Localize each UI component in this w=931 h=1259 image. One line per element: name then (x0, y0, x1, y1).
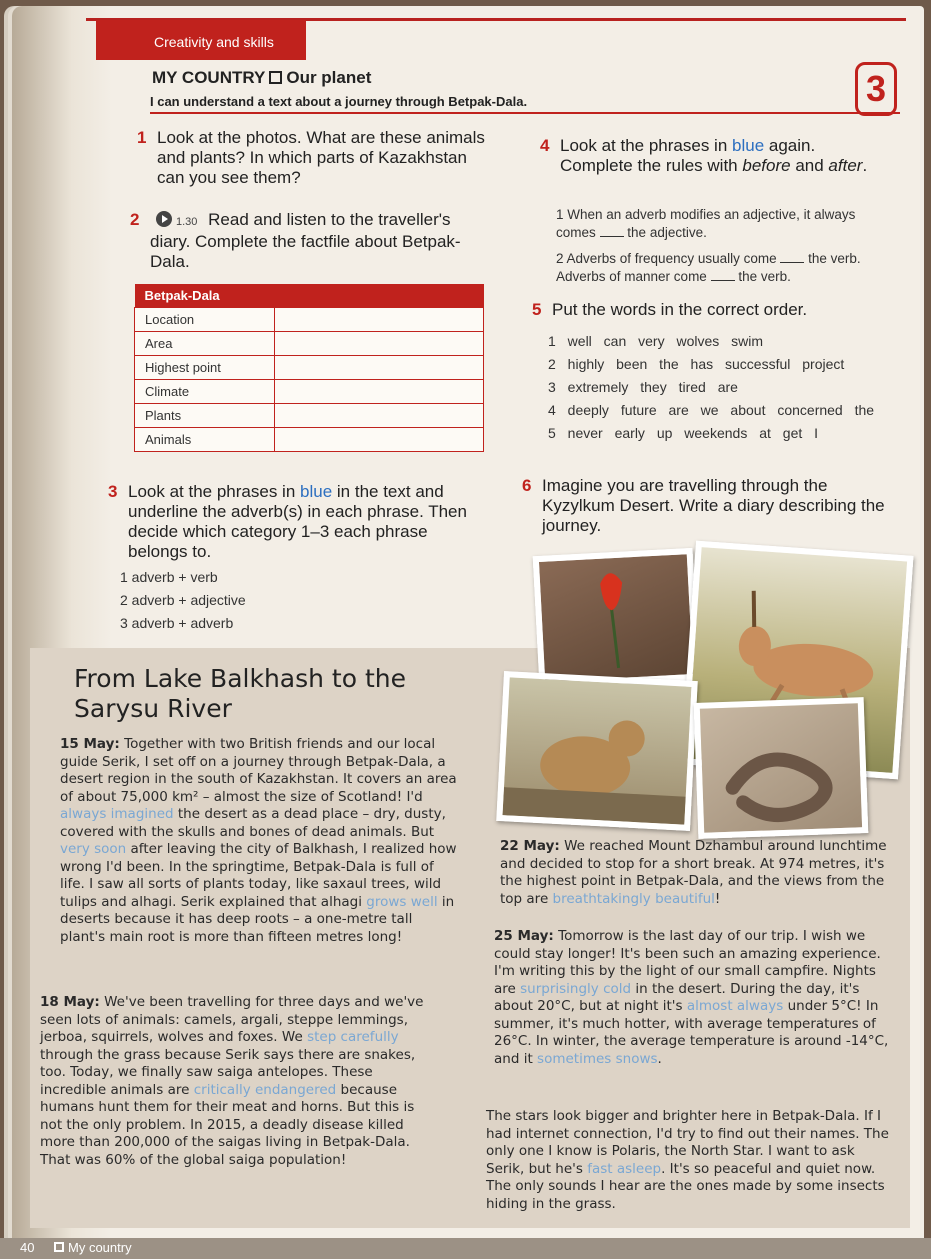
factfile-label: Location (135, 308, 275, 332)
exercise-3-text-a: Look at the phrases in (128, 482, 296, 501)
entry-text: under 5°C! In summer, it's much hotter, with average temperatures of 26°C. In winter, the average temperature is around -14°C, and it (494, 998, 889, 1067)
exercise-2-text: Read and listen to the traveller's diary. Complete the factfile about Betpak-Dala. (150, 210, 461, 271)
snake-icon (700, 703, 862, 832)
square-bullet-icon (269, 71, 282, 84)
rule-1 (556, 206, 896, 242)
diary-entry-15-may (60, 736, 458, 946)
factfile-label: Animals (135, 428, 275, 452)
entry-text: Tomorrow is the last day of our trip. I wish we could stay longer! It's been such an amazing experience. I'm writing this by the light of our small campfire. Nights are (494, 928, 881, 997)
blue-phrase: very soon (60, 841, 127, 857)
footer-section-label: My country (68, 1240, 132, 1255)
list-item: 3 adverb + adverb (120, 615, 234, 631)
exercise-number: 2 (130, 210, 140, 229)
exercise-number: 1 (137, 128, 147, 147)
footer-section (54, 1240, 132, 1255)
page-number: 40 (20, 1240, 35, 1255)
category-list (120, 566, 246, 635)
exercise-1-text: Look at the photos. What are these animals and plants? In which parts of Kazakhstan can you see them? (157, 128, 485, 187)
list-item: 1 adverb + verb (120, 569, 218, 585)
table-row (135, 380, 484, 404)
exercise-3-text-b: in the text and underline the adverb(s) in each phrase. Then decide which category 1–3 each phrase belongs to. (128, 482, 467, 561)
rule-text: the verb. (808, 251, 861, 266)
factfile-answer-field[interactable] (275, 356, 484, 380)
list-item: 1 well can very wolves swim (548, 333, 764, 349)
factfile-label: Area (135, 332, 275, 356)
answer-blank[interactable] (711, 269, 735, 281)
blue-phrase: surprisingly cold (520, 980, 632, 997)
blue-phrase: always imagined (60, 806, 174, 822)
entry-date: 25 May: (494, 928, 554, 944)
blue-phrase: grows well (366, 893, 438, 910)
exercise-5-text: Put the words in the correct order. (552, 300, 808, 319)
unit-title-country: MY COUNTRY (152, 68, 266, 87)
exercise-4-text-a: Look at the phrases in (560, 136, 728, 155)
exercise-number: 6 (522, 476, 532, 495)
answer-blank[interactable] (780, 251, 804, 263)
audio-track[interactable] (156, 211, 197, 232)
exercise-1 (137, 128, 487, 188)
page-footer (0, 1238, 931, 1259)
answer-blank[interactable] (600, 225, 624, 237)
word-order-list (548, 330, 888, 445)
factfile-answer-field[interactable] (275, 380, 484, 404)
rule-text: 1 When an adverb modifies an adjective, it always comes (556, 207, 856, 240)
audio-cd-icon (156, 211, 172, 227)
factfile-label: Climate (135, 380, 275, 404)
list-item: 3 extremely they tired are (548, 379, 738, 395)
entry-text: in the desert. During the day, it's about 20°C, but at night it's (494, 980, 860, 1014)
keyword-before: before (742, 156, 791, 175)
entry-text: because humans hunt them for their meat and horns. But this is not the only problem. In 2015, a deadly disease killed more than 200,000 of the saigas living in Betpak-Dala. That was 60% of the global saiga population! (40, 1081, 415, 1168)
entry-text: . It's so peaceful and quiet now. The only sounds I hear are the ones made by some insects hiding in the grass. (486, 1160, 885, 1212)
blue-phrase: almost always (686, 998, 784, 1014)
entry-text: in deserts because it has deep roots – a one-metre tall plant's main root is more than fifteen metres long! (60, 893, 455, 945)
blue-phrase: critically endangered (193, 1081, 337, 1098)
section-tab: Creativity and skills (96, 20, 306, 60)
exercise-number: 5 (532, 300, 542, 319)
rule-text: 2 Adverbs of frequency usually come (556, 251, 777, 266)
entry-text: . (657, 1050, 662, 1067)
diary-entry-22-may (500, 838, 896, 908)
exercise-4-and: and (795, 156, 824, 175)
table-row (135, 404, 484, 428)
table-row (135, 308, 484, 332)
entry-date: 22 May: (500, 838, 560, 854)
table-row (135, 428, 484, 452)
blue-phrase: fast asleep (587, 1160, 662, 1177)
unit-title-planet: Our planet (286, 68, 372, 87)
exercise-2 (130, 210, 490, 272)
factfile-answer-field[interactable] (275, 428, 484, 452)
exercise-5 (532, 300, 882, 320)
entry-text: The stars look bigger and brighter here in Betpak-Dala. If I had internet connection, I'd try to find out their names. The only one I know is Polaris, the North Star. I want to ask Serik, but he's (486, 1108, 889, 1177)
blue-phrase: step carefully (307, 1029, 399, 1045)
factfile-label: Plants (135, 404, 275, 428)
exercise-3 (108, 482, 478, 562)
entry-text: ! (714, 890, 721, 907)
ground-squirrel-photo (496, 671, 698, 831)
exercise-4-text-b: again. Complete the rules with (560, 136, 816, 175)
rule-text: the verb. (738, 269, 791, 284)
factfile-answer-field[interactable] (275, 332, 484, 356)
exercise-4: 4 Look at the phrases in blue again. Complete the rules with before and after. (540, 136, 868, 175)
track-number: 1.30 (176, 216, 198, 228)
factfile-answer-field[interactable] (275, 404, 484, 428)
square-bullet-icon (54, 1242, 64, 1252)
exercise-number: 4 (540, 136, 550, 155)
blue-word: blue (732, 136, 765, 155)
list-item: 4 deeply future are we about concerned the (548, 402, 875, 418)
diary-entry-25-may (494, 928, 898, 1068)
rule-2 (556, 250, 896, 286)
squirrel-icon (503, 677, 692, 824)
keyword-after: after (828, 156, 863, 175)
divider (150, 112, 900, 114)
unit-number-badge: 3 (855, 62, 897, 116)
entry-text: after leaving the city of Balkhash, I realized how wrong I'd been. In the springtime, Betpak-Dala is full of life. I saw all sorts of plants today, like saxaul trees, wild tulips and alhagi. Serik explained that alhagi (60, 841, 457, 910)
list-item: 2 adverb + adjective (120, 592, 246, 608)
unit-title (152, 68, 371, 88)
tulip-photo (533, 548, 700, 688)
entry-text: We've been travelling for three days and we've seen lots of animals: camels, argali, steppe lemmings, jerboa, squirrels, wolves and foxes. We (40, 994, 424, 1045)
diary-entry-18-may (40, 994, 440, 1169)
tulip-icon (539, 554, 693, 682)
factfile-label: Highest point (135, 356, 275, 380)
factfile-title: Betpak-Dala (135, 284, 484, 308)
rule-text: the adjective. (627, 225, 707, 240)
blue-word: blue (300, 482, 333, 501)
entry-text: the desert as a dead place – dry, dusty, covered with the skulls and bones of dead animals. But (60, 806, 446, 840)
lesson-objective: I can understand a text about a journey through Betpak-Dala. (150, 94, 528, 109)
exercise-6 (522, 476, 887, 536)
snake-photo (694, 697, 869, 839)
exercise-number: 3 (108, 482, 118, 501)
diary-entry-stars (486, 1108, 890, 1213)
entry-text: Together with two British friends and our local guide Serik, I set off on a journey through Betpak-Dala, a desert region in the south of Kazakhstan. It covers an area of about 75,000 km² – almost the size of Scotland! I'd (60, 736, 457, 805)
rules-list (556, 206, 896, 286)
list-item: 2 highly been the has successful project (548, 356, 845, 372)
factfile-answer-field[interactable] (275, 308, 484, 332)
list-item: 5 never early up weekends at get I (548, 425, 819, 441)
entry-text: through the grass because Serik says there are snakes, too. Today, we finally saw saiga antelopes. These incredible animals are (40, 1046, 416, 1098)
blue-phrase: sometimes snows (537, 1050, 658, 1067)
table-row (135, 332, 484, 356)
exercise-6-text: Imagine you are travelling through the Kyzylkum Desert. Write a diary describing the journey. (542, 476, 885, 535)
reading-title: From Lake Balkhash to the Sarysu River (74, 664, 406, 723)
entry-date: 18 May: (40, 994, 100, 1010)
factfile-table (134, 284, 484, 452)
entry-text: We reached Mount Dzhambul around lunchtime and decided to stop for a short break. At 974 metres, it's the highest point in Betpak-Dala, and the views from the top are (500, 838, 887, 907)
entry-date: 15 May: (60, 736, 120, 752)
rule-text: Adverbs of manner come (556, 269, 707, 284)
table-row (135, 356, 484, 380)
blue-phrase: breathtakingly beautiful (552, 890, 715, 907)
